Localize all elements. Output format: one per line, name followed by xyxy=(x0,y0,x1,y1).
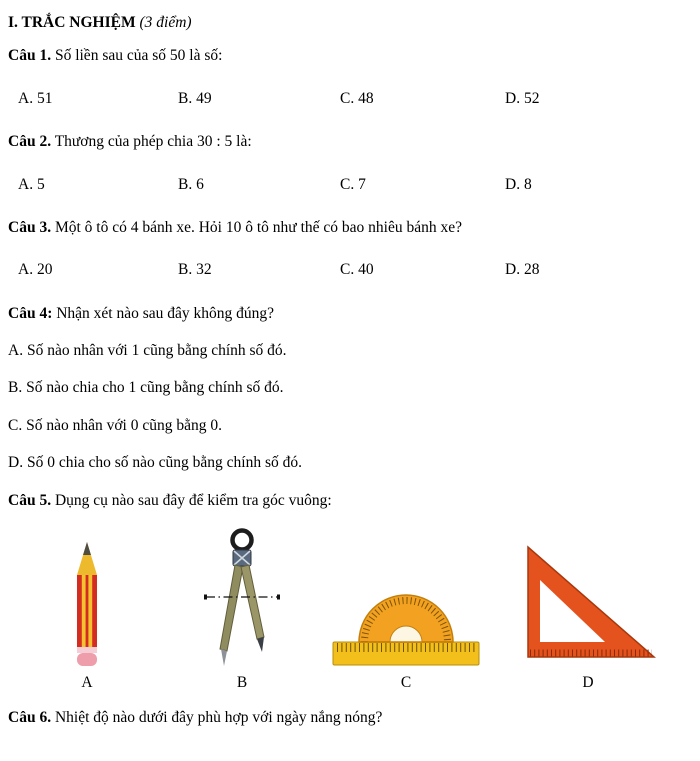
question-2-options xyxy=(8,175,690,194)
figure-label-c: C xyxy=(400,673,412,691)
question-2-option-b: B. 6 xyxy=(178,175,204,193)
question-2-option-d: D. 8 xyxy=(505,175,532,193)
question-1-label: Câu 1. xyxy=(8,47,52,65)
figure-pencil xyxy=(8,520,166,692)
question-3-option-c: C. 40 xyxy=(340,261,374,279)
protractor-icon xyxy=(332,563,480,667)
question-6 xyxy=(8,708,690,727)
figure-label-b: B xyxy=(236,673,248,691)
set-square-icon xyxy=(520,545,656,667)
question-1 xyxy=(8,46,690,65)
question-3-label: Câu 3. xyxy=(8,218,52,236)
question-4-text: Nhận xét nào sau đây không đúng? xyxy=(56,304,275,322)
question-3-option-d: D. 28 xyxy=(505,261,540,279)
section-title xyxy=(8,13,690,32)
figure-compass xyxy=(166,520,318,692)
question-4-label: Câu 4: xyxy=(8,304,53,322)
question-2 xyxy=(8,132,690,151)
question-3-text: Một ô tô có 4 bánh xe. Hỏi 10 ô tô như thế có bao nhiêu bánh xe? xyxy=(54,218,462,236)
question-3-option-a: A. 20 xyxy=(18,261,53,279)
question-6-text: Nhiệt độ nào dưới đây phù hợp với ngày nắng nóng? xyxy=(54,708,383,726)
compass-icon xyxy=(204,527,280,667)
question-4-option-b: B. Số nào chia cho 1 cũng bằng chính số đó. xyxy=(8,379,284,397)
question-2-label: Câu 2. xyxy=(8,133,52,151)
section-points: (3 điểm) xyxy=(139,14,192,31)
question-2-option-c: C. 7 xyxy=(340,175,366,193)
figure-set-square xyxy=(494,520,682,692)
question-3-option-b: B. 32 xyxy=(178,261,212,279)
question-3 xyxy=(8,218,690,237)
question-2-option-a: A. 5 xyxy=(18,175,45,193)
question-5-label: Câu 5. xyxy=(8,491,52,509)
pencil-icon xyxy=(70,541,104,667)
figure-label-a: A xyxy=(81,673,93,691)
question-4-option-a: A. Số nào nhân với 1 cũng bằng chính số đó. xyxy=(8,342,287,359)
question-2-text: Thương của phép chia 30 : 5 là: xyxy=(54,133,252,151)
question-1-options xyxy=(8,89,690,108)
section-title-text: I. TRẮC NGHIỆM xyxy=(8,14,136,31)
figure-protractor xyxy=(318,520,494,692)
question-5-text: Dụng cụ nào sau đây để kiểm tra góc vuông: xyxy=(54,491,332,509)
question-1-option-b: B. 49 xyxy=(178,89,212,107)
question-1-text: Số liền sau của số 50 là số: xyxy=(54,47,223,65)
question-6-label: Câu 6. xyxy=(8,708,52,726)
question-1-option-d: D. 52 xyxy=(505,89,540,107)
question-5 xyxy=(8,491,690,510)
question-1-option-a: A. 51 xyxy=(18,89,53,107)
question-5-figures xyxy=(8,520,690,692)
figure-label-d: D xyxy=(582,673,594,691)
question-4 xyxy=(8,304,690,323)
question-3-options xyxy=(8,260,690,279)
question-4-option-d: D. Số 0 chia cho số nào cũng bằng chính số đó. xyxy=(8,454,303,472)
question-1-option-c: C. 48 xyxy=(340,89,374,107)
question-4-option-c: C. Số nào nhân với 0 cũng bằng 0. xyxy=(8,416,222,434)
